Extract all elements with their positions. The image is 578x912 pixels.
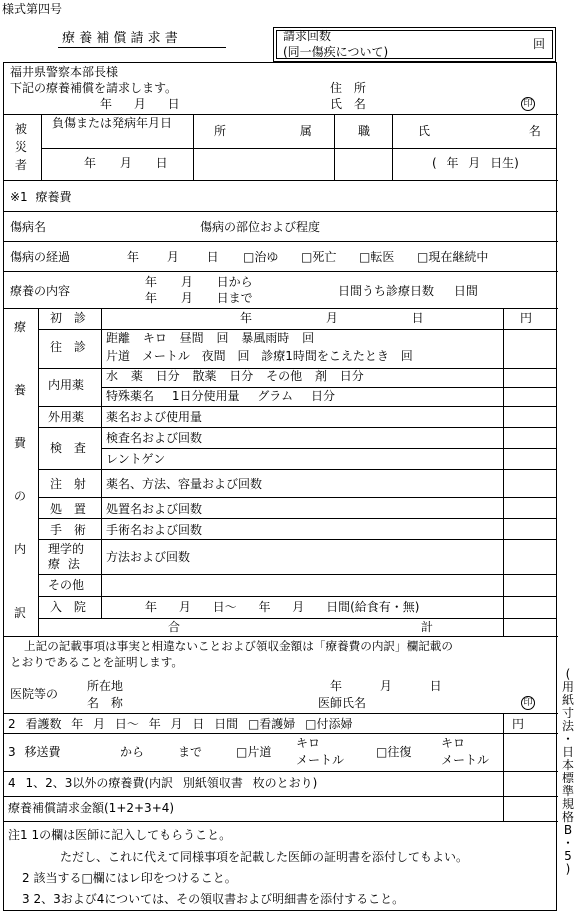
transport-from: から: [120, 745, 145, 759]
rigaku-text: 方法および回数: [106, 550, 191, 564]
total-label-left: 合: [168, 620, 181, 634]
transport-km2: キロ: [441, 736, 466, 750]
paper-size-note: ( 用 紙 寸 法 ・ 日 本 標 準 規 格 B ・ 5 ): [561, 667, 574, 876]
hospital-name: 名 称: [87, 696, 123, 710]
doctor-seal: 印: [521, 696, 535, 710]
disease-label: 傷病名: [10, 220, 47, 234]
claim-count-label: 請求回数: [283, 29, 332, 43]
form-title: 療 養 補 償 請 求 書: [62, 31, 178, 46]
nursing-yen: 円: [512, 717, 525, 731]
content-to: 年 月 日まで: [145, 291, 253, 305]
certify-line1: 上記の記載事項は事実と相違ないことおよび領収金額は「療養費の内訳」欄記載の: [24, 639, 453, 653]
claim-amount-text: 療養補償請求金額(1+2+3+4): [8, 801, 175, 815]
xray-text: レントゲン: [106, 452, 166, 466]
kensa-text: 検査名および回数: [106, 431, 203, 445]
transport-round[interactable]: □往復: [376, 745, 412, 759]
naifuku-line2: 特殊薬名 1日分使用量 グラム 日分: [106, 389, 335, 403]
oushin-line1: 距離 キロ 昼間 回 暴風雨時 回: [106, 331, 315, 345]
certify-date: 年 月 日: [330, 679, 442, 693]
content-days: 日間うち診療日数 日間: [338, 284, 478, 298]
nyuin-label: 入 院: [50, 600, 86, 614]
dept-label: 所 属: [214, 124, 312, 138]
hospital-location: 所在地: [87, 679, 124, 693]
nyuin-text: 年 月 日～ 年 月 日間(給食有・無): [145, 600, 420, 614]
transport-m1: メートル: [296, 753, 345, 767]
certify-line2: とおりであることを証明します。: [10, 655, 183, 669]
shujutsu-text: 手術名および回数: [106, 523, 203, 537]
shochi-label: 処 置: [50, 502, 86, 516]
course-option-death[interactable]: □死亡: [301, 250, 337, 264]
course-option-continuing[interactable]: □現在継続中: [417, 250, 489, 264]
transport-oneway[interactable]: □片道: [236, 745, 272, 759]
injury-date-label: 負傷または発病年月日: [52, 116, 173, 130]
shoshin-date: 年 月 日: [240, 311, 424, 325]
shujutsu-label: 手 術: [50, 523, 86, 537]
seal-mark: 印: [521, 97, 535, 111]
note-2: 2 該当する□欄にはレ印をつけること。: [22, 871, 237, 885]
address-label: 住 所: [330, 81, 366, 95]
shochi-text: 処置名および回数: [106, 502, 203, 516]
form-number: 様式第四号: [2, 2, 63, 16]
request-text: 下記の療養補償を請求します。: [10, 81, 178, 95]
claim-count-unit: 回: [533, 37, 546, 51]
chusha-text: 薬名、方法、容量および回数: [106, 477, 263, 491]
note-3: 3 2、3および4については、その領収書および明細書を添付すること。: [22, 892, 405, 906]
total-label-right: 計: [421, 620, 434, 634]
gaiyou-label: 外用薬: [48, 410, 85, 424]
course-date: 年 月 日: [127, 250, 219, 264]
course-label: 傷病の経過: [10, 250, 71, 264]
transport-m2: メートル: [441, 753, 490, 767]
rigaku-label: 理学的: [48, 542, 85, 556]
sonota-label: その他: [48, 578, 85, 592]
note-1: 注1 1の欄は医師に記入してもらうこと。: [8, 828, 232, 842]
victim-name-label: 氏 名: [418, 124, 541, 138]
claim-count-note: (同一傷疾について): [283, 45, 389, 59]
birth-date: ( 年 月 日生): [432, 156, 519, 170]
transport-label: 3 移送費: [8, 745, 61, 759]
content-from: 年 月 日から: [145, 275, 253, 289]
transport-to: まで: [178, 745, 203, 759]
name-label: 氏 名: [330, 97, 366, 111]
oushin-line2: 片道 メートル 夜間 回 診療1時間をこえたとき 回: [106, 349, 413, 363]
addressee: 福井県警察本部長様: [10, 65, 119, 79]
rigaku-label2: 療 法: [48, 557, 80, 571]
shoshin-label: 初 診: [50, 311, 86, 325]
disease-part-label: 傷病の部位および程度: [200, 220, 321, 234]
doctor-name-label: 医師氏名: [318, 696, 367, 710]
hospital-label: 医院等の: [10, 687, 59, 701]
note-1-cont: ただし、これに代えて同様事項を記載した医師の証明書を添付してもよい。: [60, 850, 469, 864]
post-label: 職: [358, 124, 371, 138]
breakdown-side-label: 療 養 費 の 内 訳: [13, 320, 26, 620]
request-date: 年 月 日: [100, 97, 180, 111]
injury-date: 年 月 日: [84, 156, 168, 170]
naifuku-line1: 水 薬 日分 散薬 日分 その他 剤 日分: [106, 369, 364, 383]
chusha-label: 注 射: [50, 477, 86, 491]
naifuku-label: 内用薬: [48, 378, 85, 392]
course-option-cured[interactable]: □治ゆ: [243, 250, 279, 264]
transport-km1: キロ: [296, 736, 321, 750]
gaiyou-text: 薬名および使用量: [106, 410, 203, 424]
victim-side-label: 被 災 者: [14, 122, 27, 172]
content-label: 療養の内容: [10, 284, 71, 298]
course-option-transfer[interactable]: □転医: [359, 250, 395, 264]
section1-label: ※1 療養費: [10, 190, 72, 204]
breakdown-yen: 円: [520, 311, 533, 325]
title-underline: [58, 47, 226, 48]
kensa-label: 検 査: [50, 441, 86, 455]
oushin-label: 往 診: [50, 340, 86, 354]
nursing-text: 2 看護数 年 月 日～ 年 月 日 日間 □看護婦 □付添婦: [8, 717, 353, 731]
other-cost-text: 4 1、2、3以外の療養費(内訳 別紙領収書 枚のとおり): [8, 776, 318, 790]
